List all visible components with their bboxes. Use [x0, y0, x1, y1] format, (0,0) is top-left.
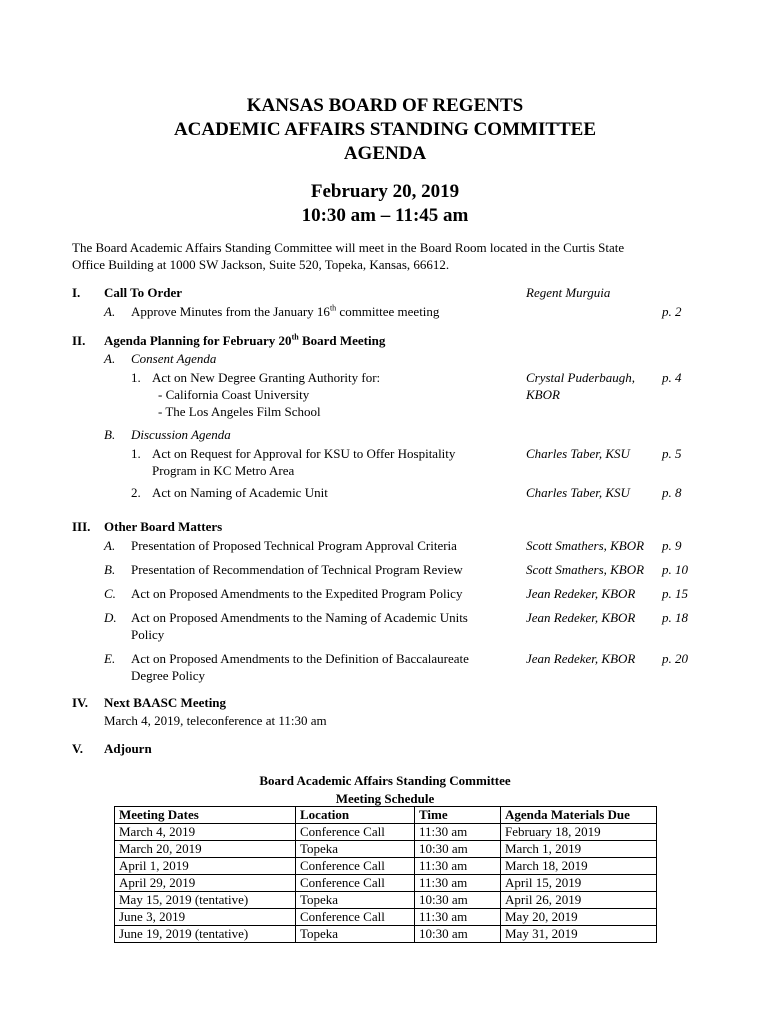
item-3d-page: p. 18 [662, 610, 688, 625]
table-row [115, 875, 657, 892]
column-header: Location [296, 807, 415, 824]
item-3a-page: p. 9 [662, 538, 682, 553]
table-cell: May 20, 2019 [501, 909, 657, 926]
document-title-committee: ACADEMIC AFFAIRS STANDING COMMITTEE [173, 119, 597, 140]
section-3-number: III. [72, 519, 91, 534]
item-3a-text: Presentation of Proposed Technical Program Approval Criteria [131, 538, 457, 553]
item-3c-text: Act on Proposed Amendments to the Expedited Program Policy [131, 586, 463, 601]
table-cell: May 31, 2019 [501, 926, 657, 943]
column-header: Time [415, 807, 501, 824]
item-2b1-presenter: Charles Taber, KSU [526, 446, 630, 461]
section-4-number: IV. [72, 695, 89, 710]
table-cell: February 18, 2019 [501, 824, 657, 841]
table-cell: 10:30 am [415, 841, 501, 858]
schedule-title-2: Meeting Schedule [335, 791, 435, 806]
section-4-title: Next BAASC Meeting [104, 695, 227, 710]
item-2a1-number: 1. [131, 370, 141, 385]
column-header: Agenda Materials Due [501, 807, 657, 824]
item-3b-letter: B. [104, 562, 116, 577]
section-3-title: Other Board Matters [104, 519, 223, 534]
section-4-detail: March 4, 2019, teleconference at 11:30 am [104, 713, 327, 728]
section-2-title: Agenda Planning for February 20th Board Meeting [104, 332, 386, 348]
item-3c-presenter: Jean Redeker, KBOR [526, 586, 636, 601]
meeting-schedule-table [114, 806, 657, 943]
table-cell: March 1, 2019 [501, 841, 657, 858]
item-3e-letter: E. [104, 651, 116, 666]
item-3a-presenter: Scott Smathers, KBOR [526, 538, 645, 553]
document-title-agenda: AGENDA [343, 143, 427, 164]
table-cell: 11:30 am [415, 824, 501, 841]
table-cell: June 3, 2019 [115, 909, 296, 926]
item-2b1-text-1: Act on Request for Approval for KSU to Offer Hospitality [152, 446, 456, 461]
intro-line-2: Office Building at 1000 SW Jackson, Suite 520, Topeka, Kansas, 66612. [72, 257, 450, 272]
section-5-number: V. [72, 741, 83, 756]
intro-line-1: The Board Academic Affairs Standing Committee will meet in the Board Room located in the Curtis State [72, 240, 625, 255]
meeting-date: February 20, 2019 [310, 181, 460, 202]
meeting-time: 10:30 am – 11:45 am [301, 205, 469, 226]
table-cell: Conference Call [296, 824, 415, 841]
section-1-number: I. [72, 285, 81, 300]
document-title-org: KANSAS BOARD OF REGENTS [246, 95, 524, 116]
table-row [115, 858, 657, 875]
item-2b2-presenter: Charles Taber, KSU [526, 485, 630, 500]
item-1a-text: Approve Minutes from the January 16th committee meeting [131, 303, 440, 319]
table-cell: March 18, 2019 [501, 858, 657, 875]
item-2b1-page: p. 5 [662, 446, 682, 461]
table-cell: April 29, 2019 [115, 875, 296, 892]
item-1a-letter: A. [104, 304, 116, 319]
column-header: Meeting Dates [115, 807, 296, 824]
item-2b2-text: Act on Naming of Academic Unit [152, 485, 328, 500]
item-1a-page: p. 2 [662, 304, 682, 319]
item-3a-letter: A. [104, 538, 116, 553]
table-cell: 10:30 am [415, 926, 501, 943]
item-3b-text: Presentation of Recommendation of Technical Program Review [131, 562, 463, 577]
table-cell: 11:30 am [415, 909, 501, 926]
table-row [115, 909, 657, 926]
item-2a1-presenter-1: Crystal Puderbaugh, [526, 370, 636, 385]
item-2a1-text: Act on New Degree Granting Authority for: [152, 370, 381, 385]
table-cell: March 20, 2019 [115, 841, 296, 858]
section-5-title: Adjourn [104, 741, 152, 756]
table-cell: March 4, 2019 [115, 824, 296, 841]
item-2a-letter: A. [104, 351, 116, 366]
table-cell: Topeka [296, 926, 415, 943]
item-2b1-text-2: Program in KC Metro Area [152, 463, 295, 478]
item-3d-letter: D. [104, 610, 117, 625]
item-3e-text: Act on Proposed Amendments to the Definition of Baccalaureate [131, 651, 469, 666]
item-3e-presenter: Jean Redeker, KBOR [526, 651, 636, 666]
section-1-presenter: Regent Murguia [526, 285, 611, 300]
item-2a1-sub-1: - California Coast University [158, 387, 310, 402]
table-cell: Conference Call [296, 875, 415, 892]
table-cell: Topeka [296, 841, 415, 858]
item-3e-page: p. 20 [662, 651, 688, 666]
table-cell: April 15, 2019 [501, 875, 657, 892]
table-cell: May 15, 2019 (tentative) [115, 892, 296, 909]
item-2b-letter: B. [104, 427, 116, 442]
table-cell: Conference Call [296, 858, 415, 875]
section-1-title: Call To Order [104, 285, 183, 300]
table-row [115, 824, 657, 841]
item-2a1-presenter-2: KBOR [526, 387, 560, 402]
table-cell: June 19, 2019 (tentative) [115, 926, 296, 943]
table-cell: April 1, 2019 [115, 858, 296, 875]
item-2b1-number: 1. [131, 446, 141, 461]
item-3d-presenter: Jean Redeker, KBOR [526, 610, 636, 625]
item-3d-text: Act on Proposed Amendments to the Naming of Academic Units [131, 610, 468, 625]
item-2a1-page: p. 4 [662, 370, 682, 385]
item-2a-title: Consent Agenda [131, 351, 217, 366]
section-2-number: II. [72, 333, 86, 348]
schedule-title-1: Board Academic Affairs Standing Committee [259, 773, 511, 788]
table-cell: 11:30 am [415, 875, 501, 892]
table-row [115, 926, 657, 943]
item-3b-page: p. 10 [662, 562, 688, 577]
table-cell: April 26, 2019 [501, 892, 657, 909]
table-cell: Conference Call [296, 909, 415, 926]
table-cell: Topeka [296, 892, 415, 909]
item-3c-letter: C. [104, 586, 116, 601]
item-2b2-number: 2. [131, 485, 141, 500]
table-header-row [115, 807, 657, 824]
table-row [115, 841, 657, 858]
item-2b-title: Discussion Agenda [131, 427, 231, 442]
table-row [115, 892, 657, 909]
item-2b2-page: p. 8 [662, 485, 682, 500]
item-2a1-sub-2: - The Los Angeles Film School [158, 404, 321, 419]
table-cell: 11:30 am [415, 858, 501, 875]
item-3e-text-2: Degree Policy [131, 668, 206, 683]
item-3b-presenter: Scott Smathers, KBOR [526, 562, 645, 577]
table-cell: 10:30 am [415, 892, 501, 909]
item-3d-text-2: Policy [131, 627, 165, 642]
item-3c-page: p. 15 [662, 586, 688, 601]
